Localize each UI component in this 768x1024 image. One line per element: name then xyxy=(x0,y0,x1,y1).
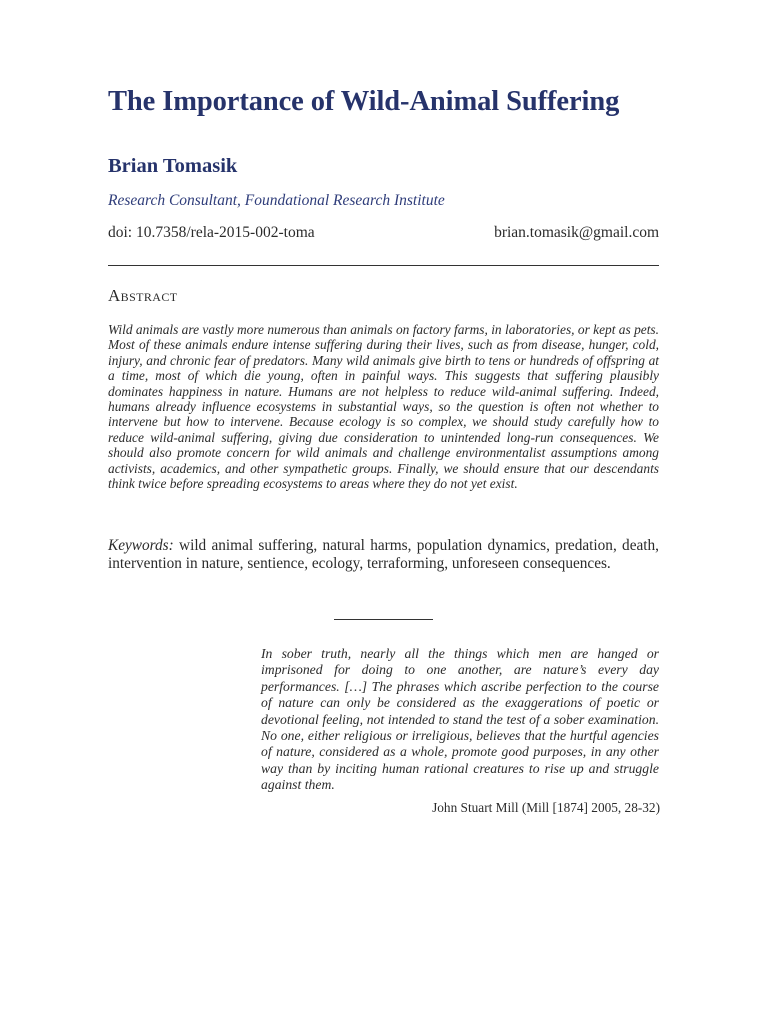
author-affiliation: Research Consultant, Foundational Research Institute xyxy=(108,192,445,209)
paper-meta-row xyxy=(108,224,659,242)
keywords-text: wild animal suffering, natural harms, population dynamics, predation, death, intervention in nature, sentience, ecology, terraforming, unforeseen consequences. xyxy=(108,537,660,572)
doi: doi: 10.7358/rela-2015-002-toma xyxy=(108,224,315,241)
keywords xyxy=(108,537,659,572)
keywords-label: Keywords: xyxy=(108,537,174,554)
abstract-heading: Abstract xyxy=(108,286,178,305)
header-divider xyxy=(108,265,659,266)
paper-title: The Importance of Wild-Animal Suffering xyxy=(108,86,620,117)
author-name: Brian Tomasik xyxy=(108,155,238,177)
abstract-text: Wild animals are vastly more numerous than animals on factory farms, in laboratories, or kept as pets. Most of these animals endure intense suffering during their lives, such as from disease, hunger, cold, injury, and chronic fear of predators. Many wild animals give birth to tens or hundreds of offspring at a time, most of which die young, often in painful ways. This suggests that suffering plausibly dominates happiness in nature. Humans are not helpless to reduce wild-animal suffering. Indeed, humans already influence ecosystems in substantial ways, so the question is often not whether to intervene but how to intervene. Because ecology is so complex, we should study carefully how to reduce wild-animal suffering, giving due consideration to unintended long-run consequences. We should also promote concern for wild animals and challenge environmentalist assumptions among activists, academics, and other sympathetic groups. Finally, we should ensure that our descendants think twice before spreading ecosystems to areas where they do not yet exist. xyxy=(108,322,659,492)
author-email: brian.tomasik@gmail.com xyxy=(494,224,659,241)
section-divider xyxy=(334,619,433,620)
epigraph-attribution: John Stuart Mill (Mill [1874] 2005, 28-32) xyxy=(432,800,660,815)
epigraph-quote: In sober truth, nearly all the things which men are hanged or imprisoned for doing to one another, are nature’s every day performances. […] The phrases which ascribe perfection to the course of nature can only be considered as the exaggerations of poetic or devotional feeling, not intended to stand the test of a sober examination. No one, either religious or irreligious, believes that the hurtful agencies of nature, considered as a whole, promote good purposes, in any other way than by inciting human rational creatures to rise up and struggle against them. xyxy=(261,646,659,793)
